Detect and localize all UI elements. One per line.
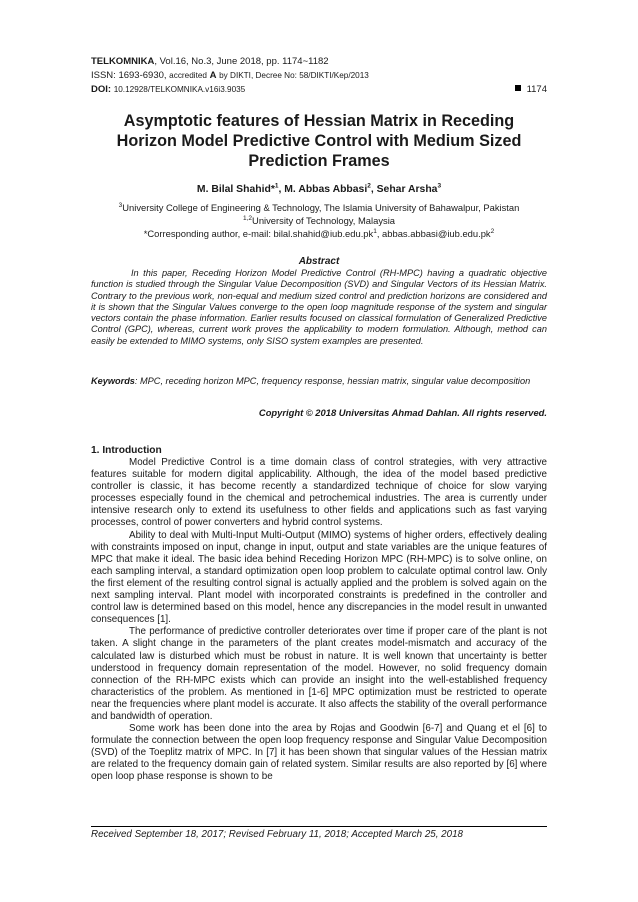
accreditation-decree: by DIKTI, Decree No: 58/DIKTI/Kep/2013 bbox=[219, 71, 369, 80]
affiliation-text: University College of Engineering & Technology, The Islamia University of Bahawalpur, Pakistan bbox=[122, 202, 520, 213]
author-sup: 3 bbox=[437, 182, 442, 190]
affiliation-sup: 3 bbox=[118, 201, 123, 209]
email-sup: 1 bbox=[373, 227, 377, 235]
page-number bbox=[515, 84, 547, 95]
paragraph: Model Predictive Control is a time domain class of control strategies, with very attractive features suitable for modern digital applicability. Although, the idea of the model based predictive controller is classic, it has become recently a standardized technique of choice for slow varying processes especially found in the chemical and petrochemical industries. The area is currently under intensive research only to extend its usefulness to other fields and applications such as fast varying processes, control of power converters and hybrid control systems. bbox=[91, 457, 547, 529]
title-line: Asymptotic features of Hessian Matrix in Receding bbox=[123, 112, 515, 130]
journal-issue: , Vol.16, No.3, June 2018, pp. 1174~1182 bbox=[154, 56, 329, 67]
paragraph: The performance of predictive controller deteriorates over time if proper care of the plant is not taken. A slight change in the parameters of the plant creates model-mismatch and accuracy of the calculated law is disturbed which must be robust in nature. It is well known that uncertainty is better understood in frequency domain representation of the model. However, no solid frequency domain connection of the RH-MPC exists which can provide an insight into the well-established frequency characteristics of the problem. As mentioned in [1-6] MPC optimization must be restricted to operate near the frequencies where plant model is accurate. It also affects the stability of the overall performance and bandwidth of operation. bbox=[91, 626, 547, 722]
affiliation-sup: 1,2 bbox=[243, 214, 253, 222]
email-sup: 2 bbox=[490, 227, 495, 235]
affiliation-1 bbox=[91, 202, 547, 214]
copyright-notice: Copyright © 2018 Universitas Ahmad Dahlan. All rights reserved. bbox=[258, 407, 547, 418]
corresponding-email[interactable]: *Corresponding author, e-mail: bilal.shahid@iub.edu.pk bbox=[143, 228, 374, 239]
doi-link[interactable]: 10.12928/TELKOMNIKA.v16i3.9035 bbox=[113, 85, 246, 94]
author-name: , Sehar Arsha bbox=[370, 184, 438, 195]
abstract-text: In this paper, Receding Horizon Model Predictive Control (RH-MPC) having a quadratic objective function is studied through the Singular Value Decomposition (SVD) and Singular Vectors of its Hessian Matrix. Contrary to the previous work, non-equal and medium sized control and prediction horizons are considered and it is shown that the Singular Values converge to the open loop magnitude response of the system and singular vectors contain the phase information. Earlier results focused on classical formulation of Generalized Predictive Control (GPC), whereas, current work proves the applicability to modern formulation. Although, method can easily be extended to MIMO systems, only SISO system examples are presented. bbox=[91, 268, 547, 346]
doi-line bbox=[91, 84, 547, 96]
keywords-label: Keywords bbox=[91, 376, 135, 386]
issn-line bbox=[91, 70, 547, 82]
doi-label: DOI: bbox=[91, 84, 112, 95]
author-sup: 1 bbox=[274, 182, 279, 190]
journal-header bbox=[91, 56, 547, 68]
paper-title bbox=[91, 111, 547, 171]
affiliation-text: University of Technology, Malaysia bbox=[252, 215, 395, 226]
received-dates: Received September 18, 2017; Revised February 11, 2018; Accepted March 25, 2018 bbox=[91, 829, 463, 840]
author-name: M. Bilal Shahid* bbox=[196, 184, 275, 195]
corresponding-author bbox=[91, 228, 547, 240]
paragraph: Some work has been done into the area by Rojas and Goodwin [6-7] and Quang et el [6] to formulate the connection between the open loop frequency response and Singular Value Decomposition (SVD) of the Toeplitz matrix of MPC. In [7] it has been shown that singular values of the Hessian matrix are related to the frequency domain gain of related system. Similar results are also reported by [6] where open loop phase response is shown to be bbox=[91, 723, 547, 783]
keywords-text: : MPC, receding horizon MPC, frequency response, hessian matrix, singular value decomposition bbox=[134, 376, 531, 386]
abstract-heading: Abstract bbox=[298, 256, 340, 267]
accreditation-grade: A bbox=[209, 70, 217, 81]
title-line: Prediction Frames bbox=[248, 152, 390, 170]
affiliation-2 bbox=[91, 215, 547, 227]
title-line: Horizon Model Predictive Control with Medium Sized bbox=[116, 132, 522, 150]
section-heading: 1. Introduction bbox=[91, 445, 162, 456]
footer-divider bbox=[91, 826, 547, 827]
paragraph: Ability to deal with Multi-Input Multi-Output (MIMO) systems of higher orders, effectively dealing with constraints imposed on input, change in input, output and state variables are the unique features of MPC that make it ideal. The basic idea behind Receding Horizon MPC (RH-MPC) is to solve online, on each sampling interval, a standard optimization open loop problem to calculate optimal control law. Only the first element of the resulting control signal is actually applied and the problem is solved again on the next sampling interval. Plant model with incorporated constraints is predefined in the controller and control law is determined based on this model, hence any discrepancies in the model result in unwanted consequences [1]. bbox=[91, 529, 547, 626]
page-number-text: 1174 bbox=[526, 84, 547, 95]
square-bullet-icon bbox=[515, 85, 521, 91]
abstract-body bbox=[91, 268, 547, 347]
introduction-body bbox=[91, 457, 547, 784]
accreditation-text: accredited bbox=[169, 71, 207, 80]
author-sup: 2 bbox=[367, 182, 371, 190]
author-list bbox=[91, 184, 547, 195]
corresponding-email[interactable]: , abbas.abbasi@iub.edu.pk bbox=[376, 228, 491, 239]
author-name: , M. Abbas Abbasi bbox=[278, 184, 368, 195]
issn: ISSN: 1693-6930, bbox=[91, 70, 167, 81]
keywords bbox=[91, 376, 547, 387]
journal-name: TELKOMNIKA bbox=[91, 56, 155, 67]
